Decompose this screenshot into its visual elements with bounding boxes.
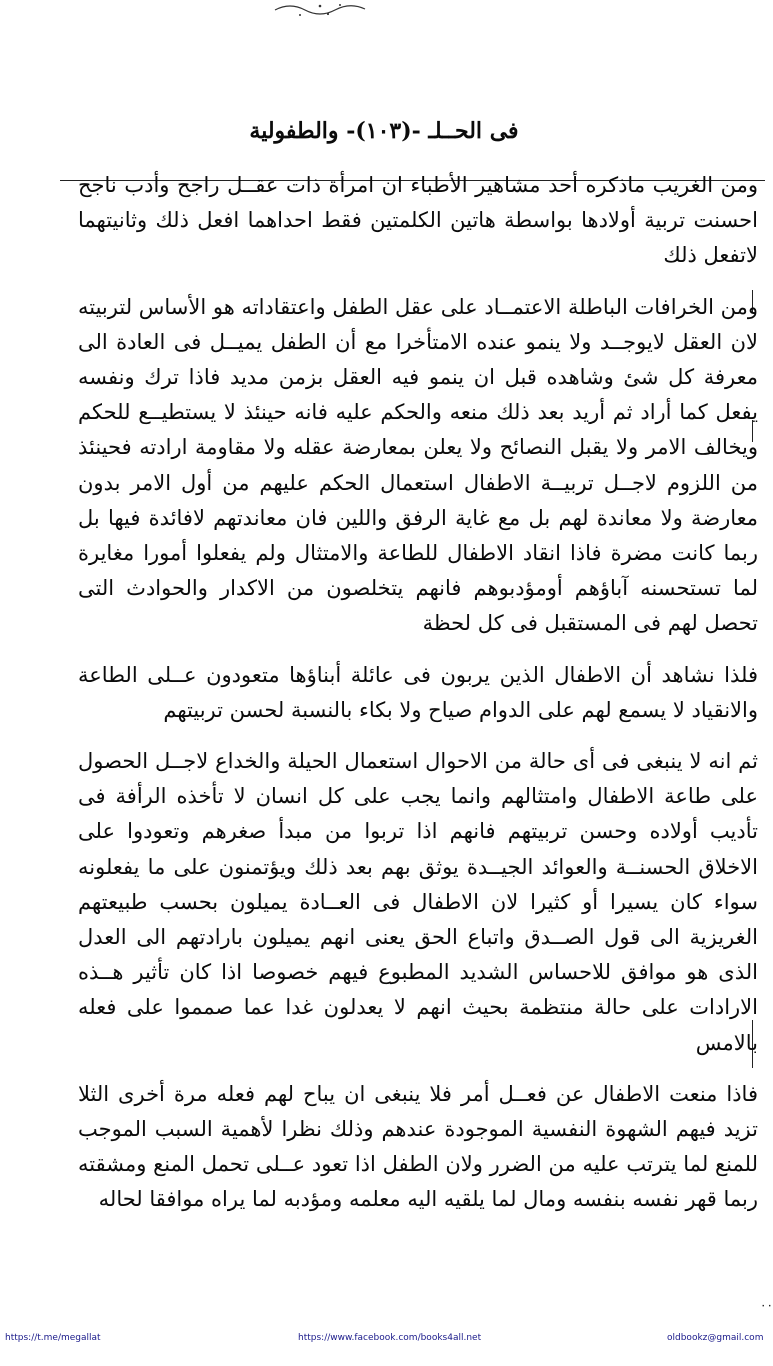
footer-facebook-link[interactable]: https://www.facebook.com/books4all.net: [298, 1333, 482, 1343]
top-ornament-icon: [270, 0, 380, 22]
footer-telegram-link[interactable]: https://t.me/megallat: [5, 1333, 101, 1343]
paragraph: فلذا نشاهد أن الاطفال الذين يربون فى عائلة أبناؤها متعودون عــلى الطاعة والانقياد لا يسمع لهم على الدوام صياح ولا بكاء بالنسبة لحسن تربيتهم: [78, 662, 758, 722]
footer: [0, 1333, 768, 1349]
page-header: فى الحــلـ -(١٠٣)- والطفولية: [249, 118, 519, 144]
paragraph: ثم انه لا ينبغى فى أى حالة من الاحوال استعمال الحيلة والخداع لاجــل الحصول على طاعة الاطفال وامتثالهم وانما يجب على كل انسان لا تأخذه الرأفة فى تأديب أولاده وحسن تربيتهم فانهم اذا تربوا من مبدأ صغرهم وتعودوا على الاخلاق الحسنــة والعوائد الجيــدة يوثق بهم بعد ذلك ويؤتمنون على ما يفعلونه سواء كان يسيرا أو كثيرا لان الاطفال فى العــادة يميلون بحسب طبيعتهم الغريزية الى قول الصــدق واتباع الحق يعنى انهم يميلون بارادتهم الى العدل الذى هو موافق للاحساس الشديد المطبوع فيهم خصوصا اذا كان تأثير هــذه الارادات على حالة منتظمة بحيث انهم لا يعدلون غدا عما صمموا على فعله بالامس: [78, 749, 758, 1055]
page-body: [78, 168, 758, 1234]
paragraph: فاذا منعت الاطفال عن فعــل أمر فلا ينبغى ان يباح لهم فعله مرة أخرى الثلا تزيد فيهم الشهوة النفسية الموجودة عندهم وذلك نظرا لأهمية السبب الموجب للمنع لما يترتب عليه من الضرر ولان الطفل اذا تعود عــلى تحمل المنع ومشقته ربما قهر نفسه بنفسه ومال لما يلقيه اليه معلمه ومؤدبه لما يراه موافقا لحاله: [78, 1081, 758, 1212]
paragraph: ومن الخرافات الباطلة الاعتمــاد على عقل الطفل واعتقاداته هو الأساس لتربيته لان العقل لايوجــد ولا ينمو عنده الامتأخرا مع أن الطفل يميــل فى العادة الى معرفة كل شئ وشاهده قبل ان ينمو فيه العقل بزمن مديد فاذا ترك ونفسه يفعل كما أراد ثم أريد بعد ذلك منعه والحكم عليه فانه حينئذ لا يستطيــع للحكم ويخالف الامر ولا يقبل النصائح ولا يعلن بمعارضة عقله ولا مقاومة ارادته فحينئذ من اللزوم لاجــل تربيــة الاطفال استعمال الحكم عليهم من أول الامر بدون معارضة ولا معاندة لهم بل مع غاية الرفق واللين فان معاندتهم لافائدة فيها بل ربما كانت مضرة فاذا انقاد الاطفال للطاعة والامتثال ولم يفعلوا أمورا مغايرة لما تستحسنه آباؤهم أومؤدبوهم فانهم يتخلصون من الاكدار والحوادث التى تحصل لهم فى المستقبل فى كل لحظة: [78, 294, 758, 636]
paragraph: ومن الغريب ماذكره أحد مشاهير الأطباء ان امرأة ذات عقــل راجح وأدب ناجح احسنت تربية أولادها بواسطة هاتين الكلمتين فقط احداهما افعل ذلك وثانيتهما لاتفعل ذلك: [78, 173, 758, 268]
edge-mark: ٠٠: [760, 1298, 773, 1312]
footer-email-link[interactable]: oldbookz@gmail.com: [667, 1333, 764, 1343]
